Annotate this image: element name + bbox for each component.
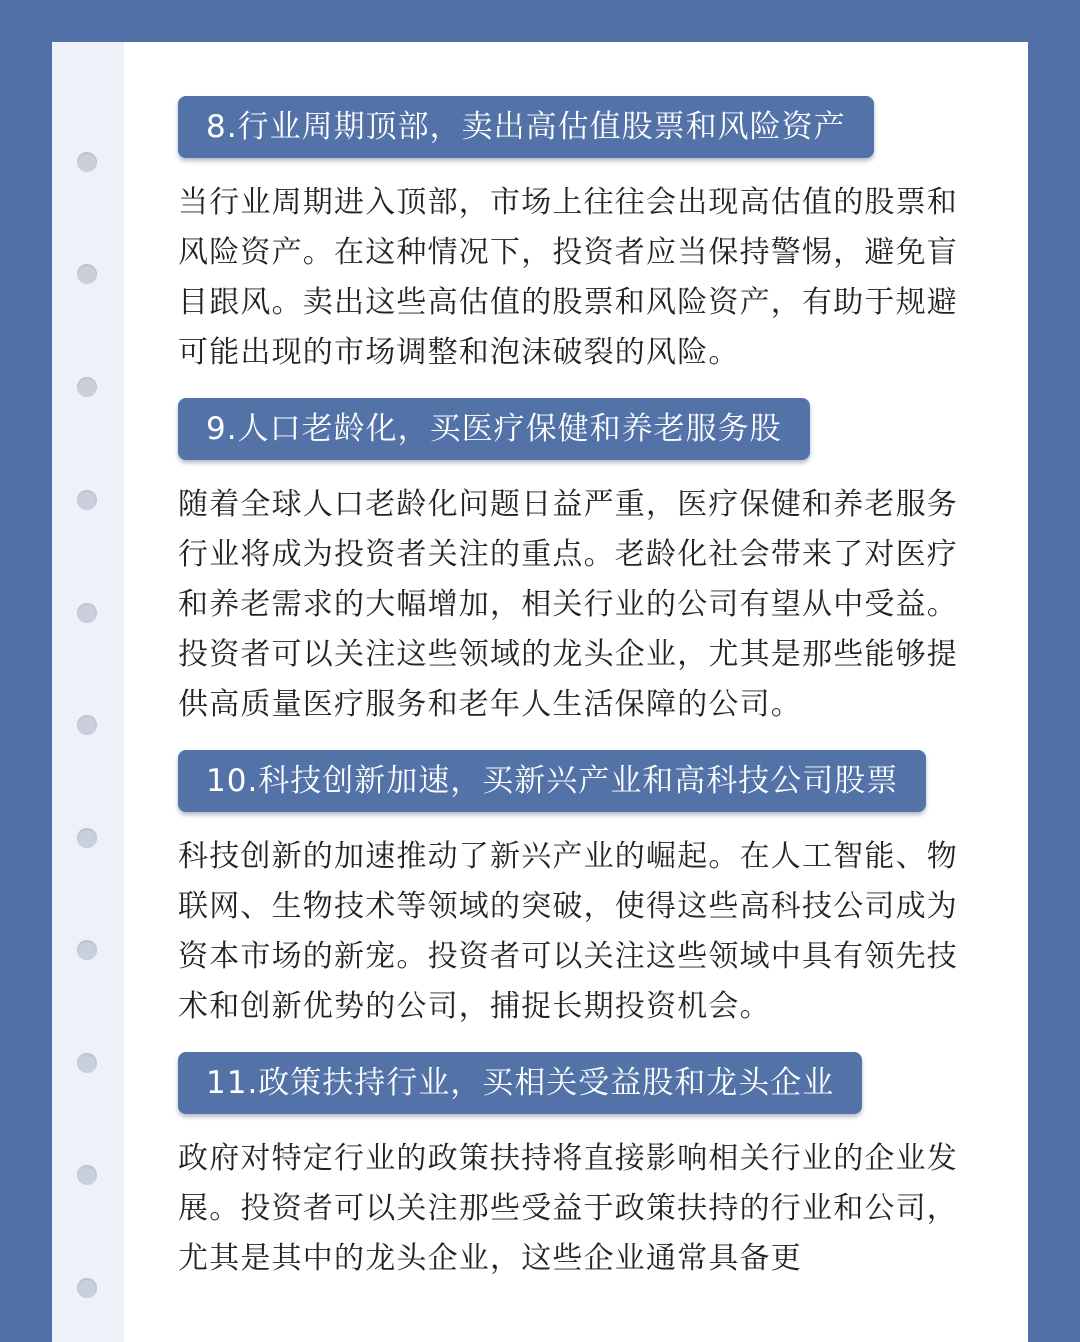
binding-hole (77, 152, 97, 172)
section-9 (178, 398, 958, 730)
binding-hole (77, 603, 97, 623)
section-body: 随着全球人口老龄化问题日益严重，医疗保健和养老服务行业将成为投资者关注的重点。老龄化社会带来了对医疗和养老需求的大幅增加，相关行业的公司有望从中受益。投资者可以关注这些领域的龙头企业，尤其是那些能够提供高质量医疗服务和老年人生活保障的公司。 (178, 487, 958, 722)
section-8 (178, 96, 958, 378)
notebook-page (52, 42, 1028, 1342)
binding-margin (52, 42, 124, 1342)
binding-hole (77, 264, 97, 284)
section-10 (178, 750, 958, 1032)
section-heading: 10.科技创新加速，买新兴产业和高科技公司股票 (178, 750, 926, 812)
section-body: 政府对特定行业的政策扶持将直接影响相关行业的企业发展。投资者可以关注那些受益于政策扶持的行业和公司，尤其是其中的龙头企业，这些企业通常具备更 (178, 1141, 958, 1276)
section-heading: 9.人口老龄化，买医疗保健和养老服务股 (178, 398, 810, 460)
binding-hole (77, 377, 97, 397)
binding-hole (77, 940, 97, 960)
section-11 (178, 1052, 958, 1284)
section-heading: 8.行业周期顶部，卖出高估值股票和风险资产 (178, 96, 874, 158)
binding-hole (77, 715, 97, 735)
binding-hole (77, 490, 97, 510)
binding-hole (77, 1053, 97, 1073)
binding-hole (77, 1165, 97, 1185)
section-heading: 11.政策扶持行业，买相关受益股和龙头企业 (178, 1052, 862, 1114)
section-body: 当行业周期进入顶部，市场上往往会出现高估值的股票和风险资产。在这种情况下，投资者应当保持警惕，避免盲目跟风。卖出这些高估值的股票和风险资产，有助于规避可能出现的市场调整和泡沫破裂的风险。 (178, 185, 958, 370)
binding-hole (77, 1278, 97, 1298)
article-content (178, 96, 958, 1304)
section-body: 科技创新的加速推动了新兴产业的崛起。在人工智能、物联网、生物技术等领域的突破，使得这些高科技公司成为资本市场的新宠。投资者可以关注这些领域中具有领先技术和创新优势的公司，捕捉长期投资机会。 (178, 839, 958, 1024)
binding-hole (77, 828, 97, 848)
